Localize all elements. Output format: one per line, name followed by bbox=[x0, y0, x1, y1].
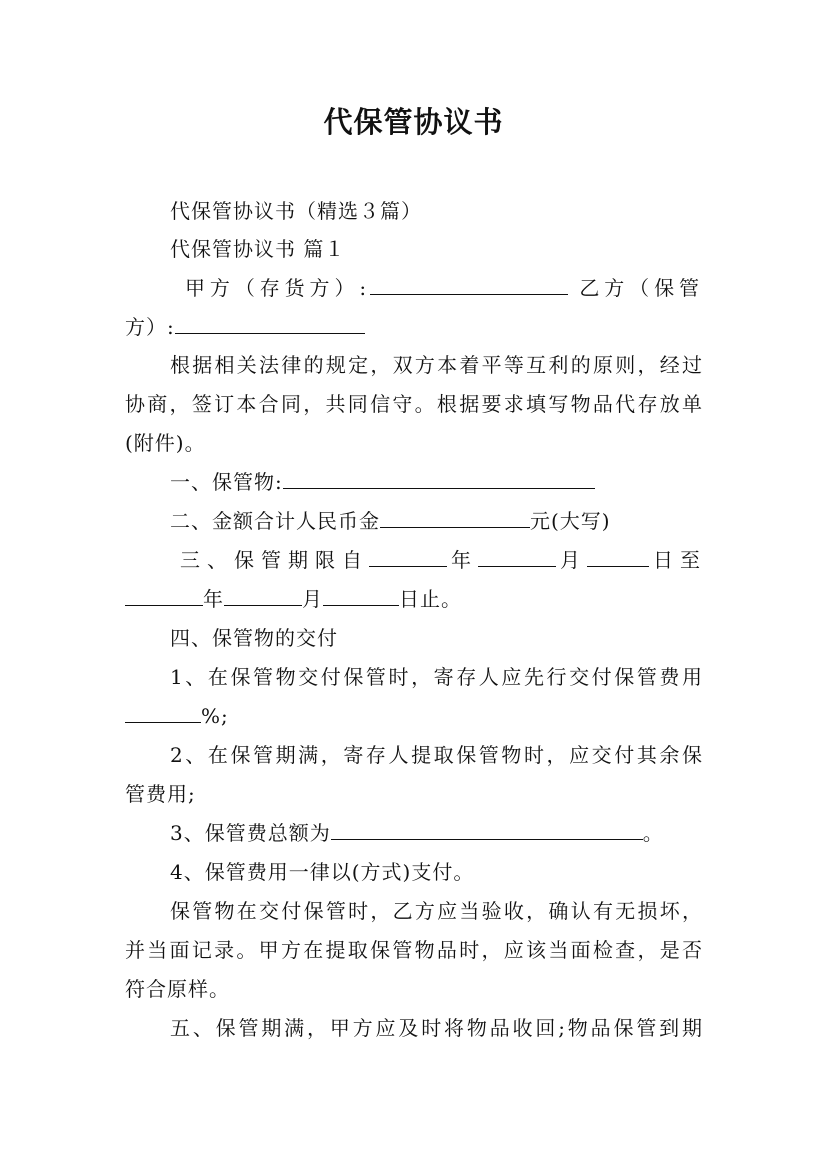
paragraph-line: (附件)。 bbox=[125, 431, 206, 455]
clause-heading-delivery: 四、保管物的交付 bbox=[170, 626, 338, 650]
clause-item-amount bbox=[170, 506, 703, 536]
year-blank bbox=[125, 585, 203, 606]
clause-label: 年 bbox=[447, 548, 478, 572]
paragraph-line: 符合原样。 bbox=[125, 977, 230, 1001]
party-line-continued bbox=[125, 312, 703, 342]
clause-label: 。 bbox=[642, 821, 664, 845]
clause-label: 元(大写) bbox=[530, 509, 611, 533]
document-subtitle: 代保管协议书（精选３篇） bbox=[170, 199, 422, 223]
paragraph-line: 2、在保管期满，寄存人提取保管物时，应交付其余保 bbox=[170, 743, 703, 767]
clause-label: 年 bbox=[203, 587, 224, 611]
paragraph-line: 并当面记录。甲方在提取保管物品时，应该当面检查，是否 bbox=[125, 938, 703, 962]
clause-label: 3、保管费总额为 bbox=[170, 821, 331, 845]
fee-total-line bbox=[170, 818, 703, 848]
paragraph-line: 1、在保管物交付保管时，寄存人应先行交付保管费用 bbox=[170, 665, 703, 689]
party-a-label: 甲方（存货方）: bbox=[185, 276, 371, 300]
clause-item-period bbox=[180, 545, 703, 575]
month-blank bbox=[478, 546, 556, 567]
paragraph-line: 4、保管费用一律以(方式)支付。 bbox=[170, 860, 475, 884]
goods-blank bbox=[283, 468, 595, 489]
clause-label: 日至 bbox=[649, 548, 703, 572]
party-b-blank bbox=[175, 313, 365, 334]
clause-label: 三、保管期限自 bbox=[180, 548, 369, 572]
fee-percent-line bbox=[125, 701, 703, 731]
fee-total-blank bbox=[331, 819, 643, 840]
percent-blank bbox=[125, 702, 201, 723]
party-b-label-end: 方）: bbox=[125, 315, 175, 339]
paragraph-line: 保管物在交付保管时，乙方应当验收，确认有无损坏， bbox=[170, 899, 703, 923]
party-line bbox=[185, 273, 703, 303]
clause-label: %; bbox=[201, 704, 229, 728]
document-title: 代保管协议书 bbox=[323, 105, 504, 139]
party-a-blank bbox=[370, 274, 568, 295]
clause-label: 日止。 bbox=[399, 587, 462, 611]
amount-blank bbox=[380, 507, 530, 528]
clause-label: 二、金额合计人民币金 bbox=[170, 509, 380, 533]
paragraph-line: 五、保管期满，甲方应及时将物品收回;物品保管到期 bbox=[170, 1016, 703, 1040]
paragraph-line: 协商，签订本合同，共同信守。根据要求填写物品代存放单 bbox=[125, 392, 703, 416]
clause-label: 一、保管物: bbox=[170, 470, 283, 494]
clause-item-period-end bbox=[125, 584, 703, 614]
day-blank bbox=[323, 585, 399, 606]
paragraph-line: 根据相关法律的规定，双方本着平等互利的原则，经过 bbox=[170, 353, 703, 377]
party-b-label: 乙方（保管 bbox=[579, 276, 703, 300]
section-heading: 代保管协议书 篇１ bbox=[170, 237, 346, 261]
paragraph-line: 管费用; bbox=[125, 782, 196, 806]
year-blank bbox=[369, 546, 447, 567]
clause-label: 月 bbox=[556, 548, 587, 572]
clause-label: 月 bbox=[302, 587, 323, 611]
month-blank bbox=[224, 585, 302, 606]
day-blank bbox=[587, 546, 649, 567]
clause-item-goods bbox=[170, 467, 703, 497]
